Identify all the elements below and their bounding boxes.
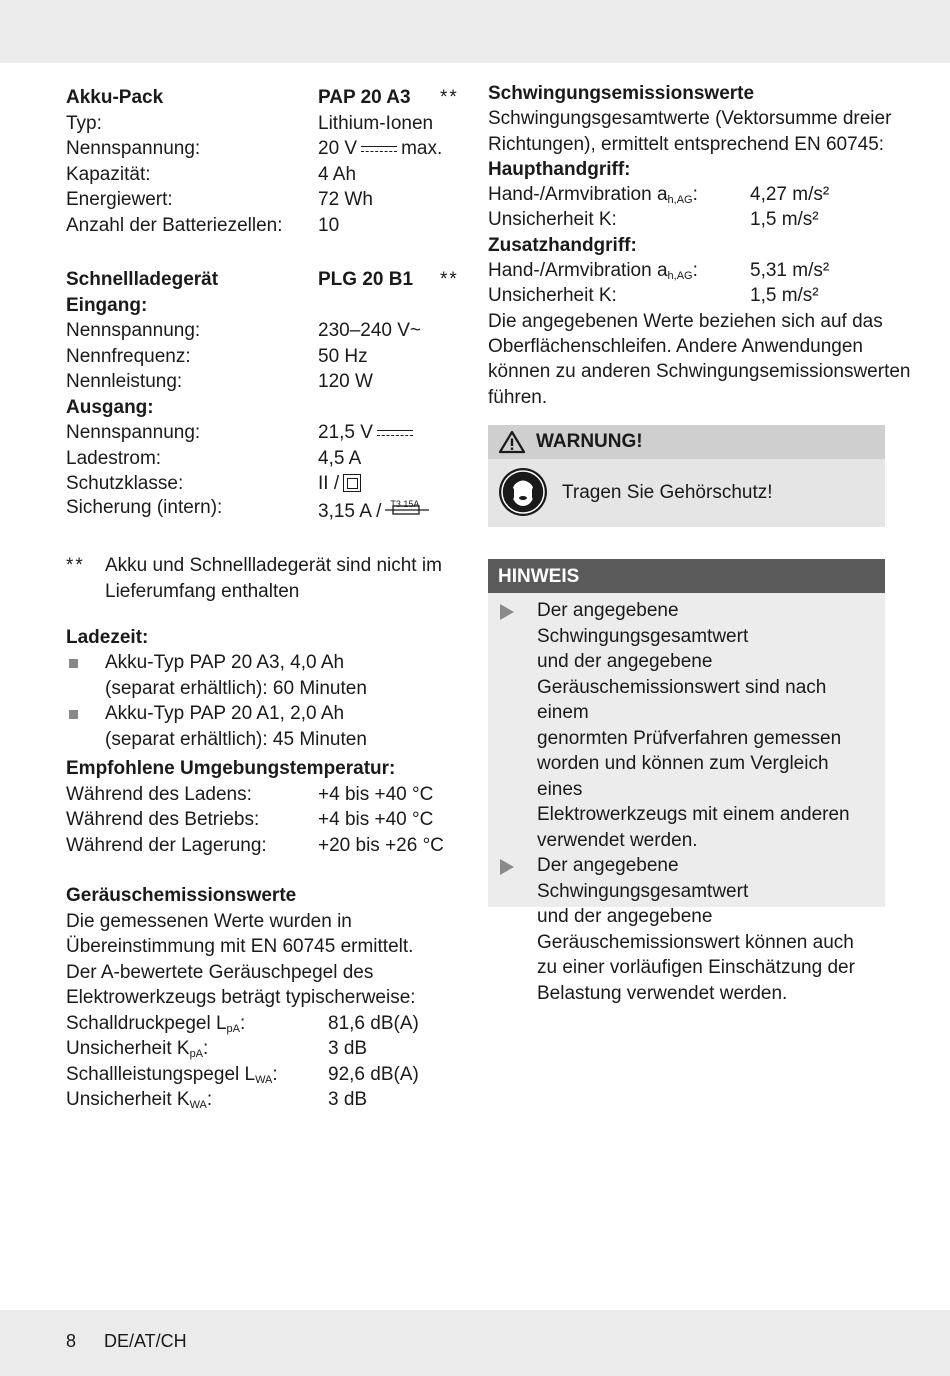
dc-symbol-icon (361, 144, 397, 154)
list-item-text: und der angegebene (537, 906, 713, 927)
footnote (66, 553, 466, 605)
spec-label: Sicherung (intern): (66, 496, 223, 518)
list-item-text: Elektrowerkzeugs mit einem anderen (537, 804, 850, 825)
list-item-text: Der angegebene Schwingungsgesamtwert (537, 855, 749, 902)
spec-label: Unsicherheit $K_{WA}$: (66, 1089, 213, 1111)
spec-value: +4 bis +40 °C (318, 809, 434, 830)
spec-label: Schalldruckpegel $L_{pA}$: (66, 1012, 246, 1035)
spec-row (66, 162, 466, 188)
spec-row (488, 182, 885, 207)
battery-model: PAP 20 A3 (318, 87, 411, 108)
list-item-text: Akku-Typ PAP 20 A1, 2,0 Ah (105, 703, 345, 724)
spec-value: 21,5 V (318, 420, 417, 446)
arrow-right-icon (500, 859, 514, 875)
spec-row (66, 1087, 466, 1113)
warning-header (488, 425, 885, 459)
spec-row (66, 1011, 466, 1037)
output-heading: Ausgang: (66, 396, 154, 418)
paragraph-line: Elektrowerkzeugs beträgt typischerweise: (66, 987, 416, 1008)
warning-text: Tragen Sie Gehörschutz! (562, 482, 773, 503)
list-item-text: (separat erhältlich): 45 Minuten (105, 728, 367, 750)
spec-row (66, 136, 466, 162)
spec-label: Nennleistung: (66, 371, 183, 392)
spec-label: Während der Lagerung: (66, 834, 267, 856)
list-item-text: zu einer vorläufigen Einschätzung der (537, 957, 855, 978)
paragraph-line: Oberflächenschleifen. Andere Anwendungen (488, 335, 863, 357)
protection-class-ii-icon (343, 474, 361, 492)
spec-label: Kapazität: (66, 163, 151, 185)
spec-value: 4,27 m/s² (750, 184, 830, 206)
footnote-text: Lieferumfang enthalten (105, 580, 300, 602)
main-handle-heading: Haupthandgriff: (488, 158, 631, 180)
spec-row (66, 782, 466, 808)
spec-label: Energiewert: (66, 189, 173, 210)
spec-row (66, 213, 466, 239)
top-band (0, 0, 950, 63)
spec-label: Typ: (66, 112, 102, 134)
spec-label: Unsicherheit $K_{pA}$: (66, 1038, 209, 1060)
footnote-marker: ** (66, 554, 85, 576)
right-column (488, 81, 911, 410)
noise-intro (66, 909, 466, 1011)
spec-label: Schutzklasse: (66, 473, 184, 494)
list-item-text: Belastung verwendet werden. (537, 982, 788, 1004)
spec-label: Nennspannung: (66, 422, 201, 443)
list-item-text: worden und können zum Vergleich eines (537, 753, 829, 800)
spec-value: 81,6 dB(A) (328, 1012, 419, 1034)
footnote-text: Akku und Schnellladegerät sind nicht im (105, 554, 442, 576)
arrow-right-icon (500, 604, 514, 620)
spec-label: Anzahl der Batteriezellen: (66, 214, 283, 236)
hint-list (488, 598, 885, 1006)
spec-label: Nennspannung: (66, 138, 201, 159)
spec-label: Hand-/Armvibration $a_{h,AG}$: (488, 184, 698, 207)
left-column (66, 85, 466, 1113)
charger-marker: ** (440, 269, 459, 290)
spec-label: Unsicherheit K: (488, 285, 617, 307)
spec-value: 50 Hz (318, 345, 368, 367)
hint-box (488, 559, 885, 1004)
spec-label: Während des Ladens: (66, 783, 252, 805)
spec-value: 4,5 A (318, 447, 362, 469)
list-item-text: Geräuschemissionswert sind nach einem (537, 676, 827, 723)
list-item-text: und der angegebene (537, 651, 713, 672)
spec-row (488, 283, 885, 308)
input-heading: Eingang: (66, 294, 148, 316)
spec-label: Schallleistungspegel $L_{WA}$: (66, 1063, 278, 1086)
spec-value: 120 W (318, 371, 373, 392)
paragraph-line: können zu anderen Schwingungsemissionswerten (488, 361, 911, 383)
fuse-icon: T3.15A (385, 497, 429, 519)
paragraph-line: Die angegebenen Werte beziehen sich auf das (488, 310, 883, 332)
spec-row (488, 258, 885, 283)
spec-row (66, 446, 466, 472)
spec-value: 72 Wh (318, 189, 373, 210)
spec-row (66, 344, 466, 370)
spec-value: 5,31 m/s² (750, 260, 830, 282)
spec-value: 3 dB (328, 1089, 368, 1110)
paragraph-line: führen. (488, 386, 548, 408)
battery-marker: ** (440, 87, 459, 108)
spec-row (66, 497, 466, 527)
page-number: 8 (66, 1331, 77, 1351)
spec-label: Nennspannung: (66, 320, 201, 341)
ear-protection-icon (498, 467, 548, 517)
paragraph-line: Der A-bewertete Geräuschpegel des (66, 961, 374, 983)
warning-box (488, 425, 885, 527)
vibration-heading: Schwingungsemissionswerte (488, 83, 755, 104)
spec-value: 1,5 m/s² (750, 209, 819, 231)
spec-row (66, 369, 466, 395)
list-item (66, 701, 466, 752)
charge-time-heading: Ladezeit: (66, 626, 149, 648)
spec-value: 3 dB (328, 1038, 368, 1059)
spec-row (66, 1036, 466, 1062)
temperature-heading: Empfohlene Umgebungstemperatur: (66, 758, 396, 779)
paragraph-line: Schwingungsgesamtwerte (Vektorsumme dreier (488, 108, 892, 130)
spec-row (66, 833, 466, 859)
spec-label: Nennfrequenz: (66, 345, 191, 367)
warning-title: WARNUNG! (536, 431, 643, 452)
paragraph-line: Richtungen), ermittelt entsprechend EN 60745: (488, 133, 885, 155)
footer-locale: DE/AT/CH (104, 1331, 187, 1351)
spec-row (66, 111, 466, 137)
spec-value: +20 bis +26 °C (318, 834, 444, 856)
bullet-square-icon (69, 659, 78, 668)
list-item (488, 598, 885, 853)
hint-title: HINWEIS (498, 566, 580, 587)
spec-value: 1,5 m/s² (750, 285, 819, 307)
spec-row (488, 207, 885, 232)
spec-value: 4 Ah (318, 163, 357, 185)
battery-heading (66, 85, 466, 111)
spec-value: II / (318, 471, 361, 497)
list-item (488, 853, 885, 1006)
spec-row (66, 318, 466, 344)
charger-title: Schnellladegerät (66, 269, 219, 290)
list-item (66, 650, 466, 701)
paragraph-line: Übereinstimmung mit EN 60745 ermittelt. (66, 936, 414, 957)
spec-label: Während des Betriebs: (66, 809, 260, 830)
aux-handle-heading: Zusatzhandgriff: (488, 234, 637, 256)
list-item-text: Akku-Typ PAP 20 A3, 4,0 Ah (105, 652, 345, 673)
spec-value: Lithium-Ionen (318, 112, 434, 134)
list-item-text: Der angegebene Schwingungsgesamtwert (537, 600, 749, 647)
spec-value: 230–240 V~ (318, 320, 422, 341)
spec-label: Ladestrom: (66, 447, 162, 469)
list-item-text: genormten Prüfverfahren gemessen (537, 727, 842, 749)
spec-row (66, 807, 466, 833)
bullet-square-icon (69, 710, 78, 719)
spec-value: 20 V max. (318, 138, 443, 159)
spec-value: +4 bis +40 °C (318, 783, 434, 805)
spec-row (66, 420, 466, 446)
dc-symbol-icon (377, 428, 413, 438)
spec-row (66, 1062, 466, 1088)
paragraph-line: Die gemessenen Werte wurden in (66, 910, 352, 932)
list-item-text: Geräuschemissionswert können auch (537, 931, 854, 953)
noise-heading: Geräuschemissionswerte (66, 885, 297, 906)
charger-model: PLG 20 B1 (318, 269, 414, 290)
hint-header (488, 559, 885, 593)
list-item-text: (separat erhältlich): 60 Minuten (105, 677, 367, 699)
warning-triangle-icon (498, 430, 526, 454)
spec-row (66, 187, 466, 213)
spec-label: Hand-/Armvibration $a_{h,AG}$: (488, 260, 698, 283)
spec-value: 10 (318, 214, 340, 236)
list-item-text: verwendet werden. (537, 829, 698, 851)
battery-title: Akku-Pack (66, 87, 164, 108)
charger-heading (66, 267, 466, 293)
spec-value: 3,15 A / T3.15A (318, 497, 429, 527)
spec-label: Unsicherheit K: (488, 209, 617, 231)
spec-value: 92,6 dB(A) (328, 1063, 419, 1085)
